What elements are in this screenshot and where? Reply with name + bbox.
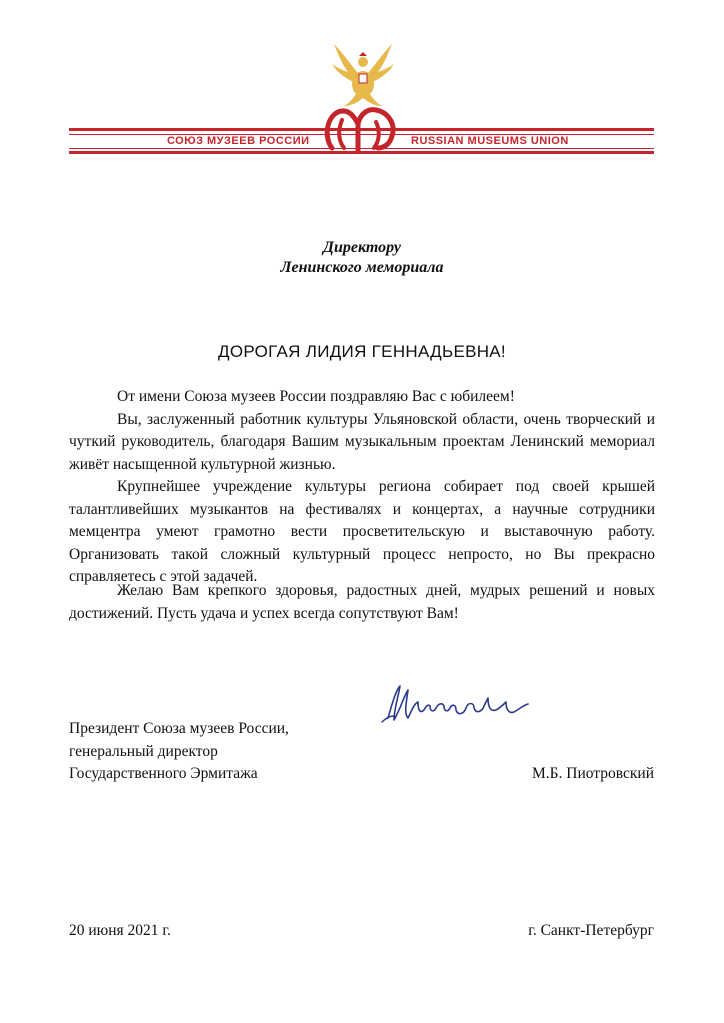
addressee-line-1: Директору bbox=[323, 239, 401, 256]
letterhead bbox=[0, 0, 724, 170]
paragraph-wishes: Желаю Вам крепкого здоровья, радостных дней, мудрых решений и новых достижений. Пусть удача и успех всегда сопутствуют Вам! bbox=[69, 582, 655, 622]
signatory-title bbox=[69, 718, 289, 786]
salutation: ДОРОГАЯ ЛИДИЯ ГЕННАДЬЕВНА! bbox=[218, 342, 506, 361]
handwritten-signature bbox=[378, 680, 553, 730]
signatory-title-line-3: Государственного Эрмитажа bbox=[69, 765, 258, 782]
addressee-line-2: Ленинского мемориала bbox=[280, 259, 444, 276]
letter-wishes bbox=[69, 580, 655, 625]
signatory-title-line-2: генеральный директор bbox=[69, 742, 218, 760]
letter-date: 20 июня 2021 г. bbox=[69, 922, 171, 939]
union-name-en: RUSSIAN MUSEUMS UNION bbox=[407, 135, 573, 148]
letter-city: г. Санкт-Петербург bbox=[528, 922, 654, 939]
paragraph-greeting: От имени Союза музеев России поздравляю Вас с юбилеем! bbox=[117, 388, 515, 405]
union-name-ru: СОЮЗ МУЗЕЕВ РОССИИ bbox=[163, 135, 314, 148]
signatory-name: М.Б. Пиотровский bbox=[531, 765, 654, 782]
paragraph-institution: Крупнейшее учреждение культуры региона собирает под своей крышей талантливейших музыкантов на фестивалях и концертах, а научные сотрудники мемцентра умеют грамотно вести просветительскую и выставочную работу. Организовать такой сложный культурный процесс непросто, но Вы прекрасно справляетесь с этой задачей. bbox=[69, 478, 655, 585]
double-headed-bird-monogram-logo bbox=[318, 40, 408, 155]
signatory-title-line-1: Президент Союза музеев России, bbox=[69, 720, 289, 737]
paragraph-merits: Вы, заслуженный работник культуры Ульяновской области, очень творческий и чуткий руководитель, благодаря Вашим музыкальным проектам Ленинский мемориал живёт насыщенной культурной жизнью. bbox=[69, 410, 655, 473]
letter-body bbox=[69, 386, 655, 589]
